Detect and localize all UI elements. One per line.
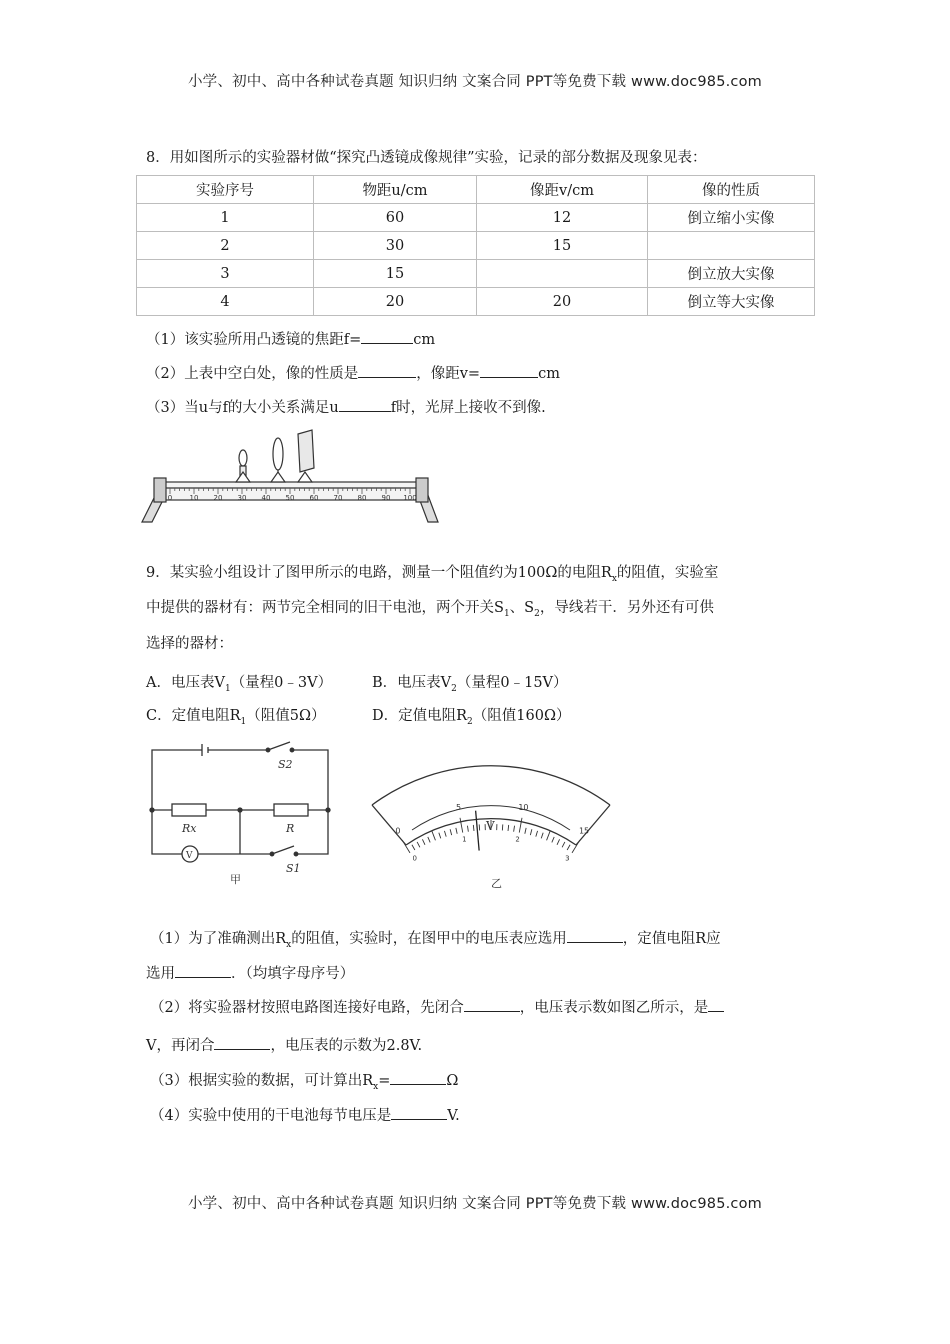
table-cell: 15 [477,232,648,260]
q9-sub2-line2 [146,1033,422,1056]
option-text: B．电压表V [372,675,452,691]
optical-bench-figure [140,428,440,526]
dial-tick [552,837,554,843]
q9-sub-text: （4）实验中使用的干电池每节电压是 [150,1108,392,1124]
answer-blank[interactable] [390,1068,446,1085]
option-text: （阻值160Ω） [472,708,571,724]
q8-sub2-text: （2）上表中空白处，像的性质是 [146,366,359,382]
dial-tick [456,828,457,834]
q9-sub-text: 的阻值，实验时，在图甲中的电压表应选用 [291,931,567,947]
voltmeter-dial-yi [366,735,616,895]
ruler-label: 20 [213,494,223,502]
caption-jia: 甲 [230,873,241,886]
table-cell: 4 [137,288,314,316]
page-header: 小学、初中、高中各种试卷真题 知识归纳 文案合同 PPT等免费下载 www.doc985.com [187,74,763,90]
q9-sub3 [150,1068,458,1097]
table-header-row [137,176,815,204]
answer-blank[interactable] [175,961,231,978]
dial-tick [417,842,420,847]
dial-label-top: 5 [456,802,462,812]
q8-sub3 [146,395,546,418]
q9-sub-text: （2）将实验器材按照电路图连接好电路，先闭合 [150,1000,464,1016]
subscript: 2 [467,716,473,727]
q9-text: 中提供的器材有：两节完全相同的旧干电池，两个开关S [146,600,504,616]
subscript: x [611,573,617,584]
subscript: x [286,939,292,950]
table-header-cell: 实验序号 [137,176,314,204]
option-c [146,706,326,732]
q8-sub3-text-b: f时，光屏上接收不到像. [390,400,546,416]
dial-tick [536,831,538,837]
option-text: （阻值5Ω） [246,708,326,724]
q9-sub-text: ，电压表示数如图乙所示，是 [519,1000,709,1016]
q8-data-table [136,175,815,316]
label-s2: S2 [278,758,293,771]
resistor-rx [172,804,206,816]
table-row [137,288,815,316]
ruler-label: 90 [381,494,391,502]
q8-sub1 [146,327,435,350]
subscript: 1 [240,716,247,727]
label-r: R [286,822,295,835]
dial-tick [460,818,463,833]
subscript: 1 [503,608,510,619]
dial-tick [530,829,532,835]
ruler-label: 30 [237,494,247,502]
q9-sub-text: V，再闭合 [146,1038,215,1054]
q8-stem: 8．用如图所示的实验器材做“探究凸透镜成像规律”实验，记录的部分数据及现象见表： [146,150,707,166]
table-row [137,232,815,260]
option-text: A．电压表V [146,675,225,691]
dial-unit: V [486,819,495,833]
ruler-label: 60 [309,494,319,502]
dial-tick [432,831,436,840]
q8-sub1-unit: cm [413,332,436,348]
table-cell: 15 [314,260,477,288]
subscript: x [373,1081,379,1092]
q8-sub1-text: （1）该实验所用凸透镜的焦距f= [146,332,362,348]
table-cell: 1 [137,204,314,232]
answer-blank[interactable] [358,361,416,378]
answer-blank[interactable] [567,926,623,943]
dial-tick [473,825,474,831]
q9-sub-text: ，电压表的示数为2.8V. [270,1038,423,1054]
q9-sub-text: （3）根据实验的数据，可计算出R [150,1073,374,1089]
dial-tick [422,839,425,844]
voltmeter-needle [476,811,480,851]
q8-sub3-text: （3）当u与f的大小关系满足u [146,400,339,416]
dial-tick [562,842,565,847]
ruler-label: 100 [403,494,417,502]
q8-sub2-text-b: ，像距v= [416,366,481,382]
q9-sub-text: （1）为了准确测出R [150,931,287,947]
q9-line1 [146,563,718,589]
table-cell: 12 [477,204,648,232]
resistor-r [274,804,308,816]
q8-sub2-unit: cm [538,366,560,382]
q9-sub-text: 选用 [146,966,175,982]
table-row [137,260,815,288]
table-cell: 30 [314,232,477,260]
q9-sub4 [150,1103,460,1126]
q9-sub1-line2 [146,961,354,984]
dial-label-top: 0 [395,826,401,836]
dial-tick [439,833,441,839]
q9-sub-text: V. [447,1108,460,1124]
dial-tick [547,831,551,840]
q8-sub2 [146,361,560,384]
table-cell: 倒立放大实像 [648,260,815,288]
table-cell [648,232,815,260]
table-header-cell: 像的性质 [648,176,815,204]
table-cell: 倒立缩小实像 [648,204,815,232]
dial-label-bottom: 0 [412,854,417,863]
q9-sub1-line1 [150,926,721,955]
dial-tick [450,829,452,835]
dial-label-bottom: 3 [565,854,570,863]
ruler-label: 40 [261,494,271,502]
q9-text: 、S [509,600,535,616]
dial-tick [508,825,509,831]
option-a [146,673,332,699]
table-cell [477,260,648,288]
dial-tick [557,839,560,844]
dial-tick [525,828,526,834]
dial-outer-arc [372,766,610,805]
switch-s1 [272,846,294,854]
q9-sub-text: = [378,1073,391,1089]
dial-tick [541,833,543,839]
q9-sub-text: ．（均填字母序号） [231,966,355,982]
page-footer: 小学、初中、高中各种试卷真题 知识归纳 文案合同 PPT等免费下载 www.doc985.com [187,1196,763,1212]
q9-sub-text: Ω [446,1073,459,1089]
option-text: （量程0﹣3V） [230,675,333,691]
dial-tick [428,837,430,843]
convex-lens [273,438,283,470]
dial-tick [402,840,410,853]
option-text: D．定值电阻R [372,708,468,724]
circuit-diagram-jia [140,738,340,888]
dial-label-top: 10 [518,802,529,812]
answer-blank[interactable] [214,1033,270,1050]
label-rx: Rx [182,822,197,835]
answer-blank[interactable] [361,327,413,344]
dial-tick [444,831,446,837]
q9-text: 9．某实验小组设计了图甲所示的电路，测量一个阻值约为100Ω的电阻R [146,565,612,581]
switch-s2 [268,742,290,750]
light-screen [298,430,314,472]
table-cell: 3 [137,260,314,288]
subscript: 2 [534,608,540,619]
subscript: 1 [224,683,231,694]
dial-tick [519,818,522,833]
q9-text: ，导线若干．另外还有可供 [539,600,714,616]
answer-blank[interactable] [464,995,520,1012]
ruler-label: 80 [357,494,367,502]
q9-sub2-line1 [150,995,724,1018]
answer-blank[interactable] [339,395,391,412]
option-d [372,706,570,732]
dial-label-bottom: 2 [515,835,520,844]
table-cell: 20 [314,288,477,316]
answer-blank[interactable] [480,361,538,378]
option-b [372,673,568,699]
q9-text: 的阻值，实验室 [616,565,719,581]
table-header-cell: 物距u/cm [314,176,477,204]
answer-blank[interactable] [708,995,724,1012]
table-row [137,204,815,232]
q9-line3: 选择的器材： [146,636,233,652]
dial-tick [567,845,570,850]
ruler-label: 50 [285,494,295,502]
table-cell: 倒立等大实像 [648,288,815,316]
label-s1: S1 [286,862,301,875]
caption-yi: 乙 [491,877,502,890]
ruler-label: 10 [189,494,199,502]
table-cell: 20 [477,288,648,316]
dial-tick [467,826,468,832]
dial-label-bottom: 1 [462,835,467,844]
candle-flame [239,450,247,466]
table-cell: 60 [314,204,477,232]
answer-blank[interactable] [391,1103,447,1120]
subscript: 2 [451,683,457,694]
option-text: （量程0﹣15V） [456,675,568,691]
dial-tick [514,826,515,832]
option-text: C．定值电阻R [146,708,241,724]
dial-label-top: 15 [578,826,590,836]
dial-tick [412,845,415,850]
ruler-label: 70 [333,494,343,502]
q9-sub-text: ，定值电阻R应 [622,931,721,947]
label-v: V [186,851,193,861]
q9-line2 [146,598,714,624]
ruler-label: 0 [167,494,173,502]
table-header-cell: 像距v/cm [477,176,648,204]
table-cell: 2 [137,232,314,260]
dial-tick [572,840,580,853]
